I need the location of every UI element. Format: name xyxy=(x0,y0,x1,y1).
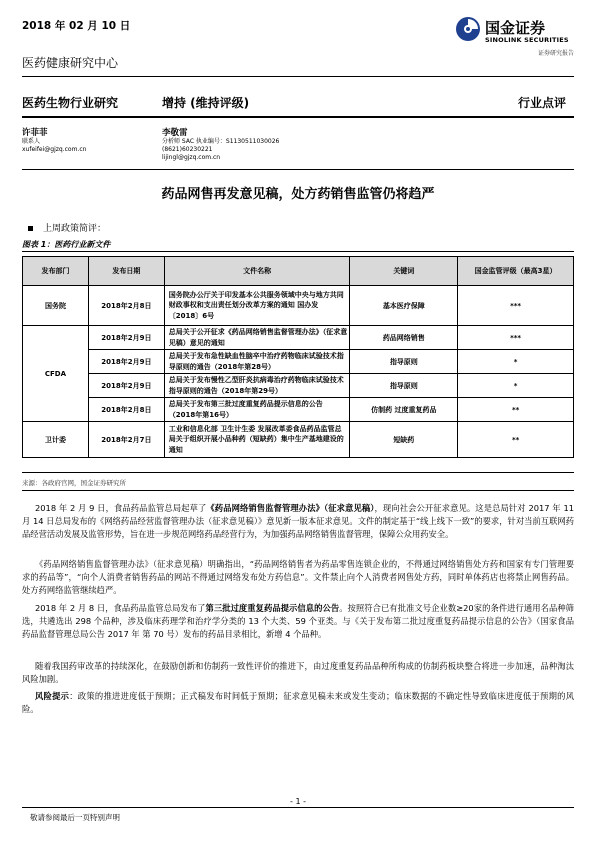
paragraph-emphasis: 《药品网络销售监督管理办法》（征求意见稿） xyxy=(206,503,375,513)
cell-keyword: 仿制药 过度重复药品 xyxy=(350,398,458,422)
risk-paragraph xyxy=(22,690,574,716)
report-title: 药品网售再发意见稿，处方药销售监管仍将趋严 xyxy=(161,187,435,202)
table-header-row xyxy=(23,257,574,286)
table-row xyxy=(23,398,574,422)
table-row xyxy=(23,374,574,398)
body-paragraph xyxy=(22,602,574,642)
body-paragraph: 《药品网络销售监督管理办法》（征求意见稿）明确指出，“药品网络销售者为药品零售连锁企业的，不得通过网络销售处方药和国家有专门管理要求的药品等”，“向个人消费者销售药品的网站不得通过网络发布处方药信息”。文件禁止向个人消费者网售处方药，同时单体药店也将禁止网售药品。处方药网络监管继续趋严。 xyxy=(22,559,574,596)
table-row xyxy=(23,422,574,458)
cell-date: 2018年2月9日 xyxy=(88,350,164,374)
analyst-card xyxy=(162,126,279,162)
disclaimer-note[interactable]: 敬请参阅最后一页特别声明 xyxy=(30,813,120,822)
policy-table xyxy=(22,256,574,458)
header-divider xyxy=(22,76,574,77)
table-source: 来源：各政府官网，国金证券研究所 xyxy=(22,479,126,487)
cell-keyword: 基本医疗保障 xyxy=(350,286,458,326)
cell-doc: 工业和信息化部 卫生计生委 发展改革委食品药品监管总局关于组织开展小品种药（短缺药）集中生产基地建设的通知 xyxy=(164,422,350,458)
paragraph-emphasis: 第三批过度重复药品提示信息的公告 xyxy=(205,603,340,613)
cell-date: 2018年2月8日 xyxy=(88,398,164,422)
column-header: 发布部门 xyxy=(23,257,89,286)
column-header: 国金监管评级（最高3星） xyxy=(458,257,574,286)
cell-doc: 总局关于公开征求《药品网络销售监督管理办法》（征求意见稿）意见的通知 xyxy=(164,326,350,350)
cell-doc: 总局关于发布第三批过度重复药品提示信息的公告（2018年第16号） xyxy=(164,398,350,422)
figure-caption: 图表 1：医药行业新文件 xyxy=(22,240,111,249)
cell-dept: 卫计委 xyxy=(23,422,89,458)
cell-date: 2018年2月9日 xyxy=(88,326,164,350)
brand-logo xyxy=(455,16,580,66)
cell-keyword: 指导原则 xyxy=(350,374,458,398)
analyst-card xyxy=(22,126,86,154)
cell-rating: ** xyxy=(458,398,574,422)
cell-rating: *** xyxy=(458,286,574,326)
source-divider xyxy=(22,490,574,491)
cell-doc: 国务院办公厅关于印发基本公共服务领域中央与地方共同财政事权和支出责任划分改革方案的通知 国办发〔2018〕6号 xyxy=(164,286,350,326)
footer-divider xyxy=(22,807,574,808)
cell-doc: 总局关于发布慢性乙型肝炎抗病毒治疗药物临床试验技术指导原则的通告（2018年第29号） xyxy=(164,374,350,398)
industry-label: 医药生物行业研究 xyxy=(22,96,119,110)
analyst-divider xyxy=(22,169,574,170)
cell-keyword: 短缺药 xyxy=(350,422,458,458)
cell-dept: CFDA xyxy=(23,326,89,422)
risk-text: ：政策的推进进度低于预期；正式稿发布时间低于预期；征求意见稿未来或发生变动；临床数据的不确定性导致临床进度低于预期的风险。 xyxy=(22,691,574,715)
brand-name-cn: 国金证券 xyxy=(485,19,546,37)
paragraph-text: 2018 年 2 月 9 日，食品药品监管总局起草了 xyxy=(35,503,207,513)
cell-date: 2018年2月7日 xyxy=(88,422,164,458)
body-paragraph xyxy=(22,502,574,542)
cell-keyword: 指导原则 xyxy=(350,350,458,374)
page-number: - 1 - xyxy=(290,797,306,806)
research-center-name: 医药健康研究中心 xyxy=(22,56,119,70)
cell-rating: ** xyxy=(458,422,574,458)
analyst-phone: (8621)60230221 xyxy=(162,146,213,153)
sinolink-logo-icon xyxy=(455,16,481,42)
risk-label: 风险提示 xyxy=(35,691,70,701)
cell-date: 2018年2月9日 xyxy=(88,374,164,398)
body-paragraph: 随着我国药审改革的持续深化，在鼓励创新和仿制药一致性评价的推进下，由过度重复药品品种所构成的仿制药板块整合将进一步加速，品种淘汰风险加剧。 xyxy=(22,661,574,685)
cell-rating: * xyxy=(458,374,574,398)
column-header: 文件名称 xyxy=(164,257,350,286)
section-heading-text: 上周政策简评： xyxy=(43,224,107,234)
analyst-name: 李敬雷 xyxy=(162,128,188,138)
cell-keyword: 药品网络销售 xyxy=(350,326,458,350)
cell-doc: 总局关于发布急性缺血性脑卒中治疗药物临床试验技术指导原则的通告（2018年第28号） xyxy=(164,350,350,374)
brand-name-en: SINOLINK SECURITIES xyxy=(485,36,569,44)
paragraph-text: 2018 年 2 月 8 日，食品药品监管总局发布了 xyxy=(35,603,206,613)
analyst-email[interactable]: xufeifei@gjzq.com.cn xyxy=(22,146,87,153)
analyst-email[interactable]: lijingl@gjzq.com.cn xyxy=(162,154,221,161)
analyst-role: 联系人 xyxy=(22,138,41,145)
analyst-sac-id: 分析师 SAC 执业编号：S1130511030026 xyxy=(162,138,280,145)
table-bottom-divider xyxy=(22,472,574,473)
rating-label: 增持 (维持评级) xyxy=(162,96,250,110)
section-heading xyxy=(22,221,106,234)
cell-rating: * xyxy=(458,350,574,374)
figure-caption-divider xyxy=(22,251,574,252)
cell-rating: *** xyxy=(458,326,574,350)
column-header: 关键词 xyxy=(350,257,458,286)
paragraph-text: 。按照符合已有批准文号企业数≥20家的条件进行通用名品种筛选，共遴选出 298 个品种，涉及临床药理学和治疗学分类的 13 个大类、59 个亚类。与《关于发布第二批过度重复药品提示信息的公告》（国家食品药品监督管理总局公告 2017 年 第 70 号）发布的药品目录相比，新增 4 个品种。 xyxy=(22,603,574,640)
paragraph-text: ，现向社会公开征求意见。这是总局针对 2017 年 11 月 14 日总局发布的《网络药品经营监督管理办法（征求意见稿）》意见新一版本征求意见。文件的制定基于“线上线下一致”的要求，针对当前互联网药品经营活动发展及监管形势，旨在进一步规范网络药品经营行为，为加强药品网络销售监督管理，保障公众用药安全。 xyxy=(22,503,574,540)
analyst-name: 许菲菲 xyxy=(22,128,48,138)
report-type: 行业点评 xyxy=(517,96,566,110)
table-row xyxy=(23,350,574,374)
cell-date: 2018年2月8日 xyxy=(88,286,164,326)
cell-dept: 国务院 xyxy=(23,286,89,326)
table-row xyxy=(23,326,574,350)
title-divider xyxy=(22,116,574,118)
table-row xyxy=(23,286,574,326)
column-header: 发布日期 xyxy=(88,257,164,286)
square-bullet-icon xyxy=(28,226,33,231)
brand-subtitle: 证券研究报告 xyxy=(537,50,574,57)
report-date: 2018 年 02 月 10 日 xyxy=(22,20,131,32)
